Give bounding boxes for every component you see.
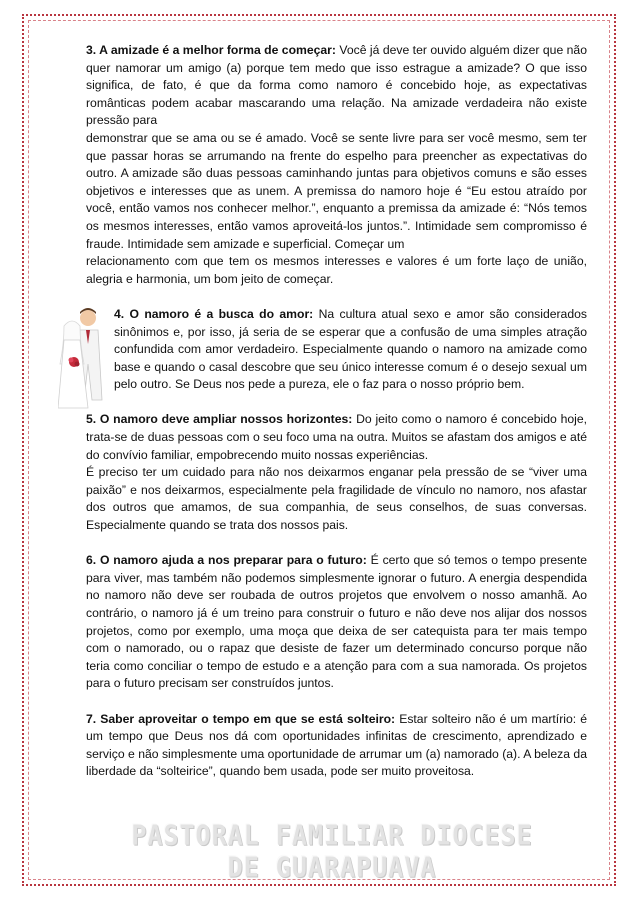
section-4-text-1: Na cultura atual sexo e amor são considerados sinônimos e, por isso, já seria de se esperar que a confusão de uma simples atração confundida com amor verdadeiro. Especialmente quando o namoro na amizade como base e quando o casal descobre que seu único interesse comum é o desejo sexual um pelo outro. Se Deus nos pede a pureza, ele o faz para o nosso próprio bem. [114,306,587,392]
section-3-paragraph-3: relacionamento com que tem os mesmos interesses e valores é um forte laço de união, alegria e harmonia, um bom jeito de começar. [86,254,587,286]
spacer [86,288,587,306]
spacer [86,693,587,711]
section-3-paragraph-1 [86,42,587,130]
section-7-title: 7. Saber aproveitar o tempo em que se está solteiro: [86,711,396,726]
section-5-title: 5. O namoro deve ampliar nossos horizontes: [86,412,353,427]
section-6-paragraph-1 [86,552,587,693]
section-3 [86,42,587,288]
section-3-text-1: Você já deve ter ouvido alguém dizer que não quer namorar um amigo (a) porque tem medo que isso estrague a amizade? O que isso significa, de fato, é que da forma como namoro é concebido hoje, as expectativas românticas podem acabar mascarando uma relação. Na amizade verdadeira não existe pressão para [86,43,587,128]
section-5-text-1: Do jeito como o namoro é concebido hoje, trata-se de duas pessoas com o seu foco uma na outra. Muitos se afastam dos amigos e até do convívio familiar, empobrecendo muito nossas experiências. [86,412,587,462]
section-7 [86,711,587,781]
document-body [86,42,587,781]
section-5 [86,411,587,534]
section-6-text-1: É certo que só temos o tempo presente para viver, mas também não podemos simplesmente ignorar o futuro. A energia despendida no namoro não deve ser roubada de outros projetos que envolvem o nosso amanhã. Ao contrário, o namoro já é um treino para construir o futuro e não deve nos alijar dos nossos projetos, como por exemplo, uma moça que deixa de ser catequista para ter mais tempo com o namorado, ou o rapaz que desiste de fazer um determinado concurso porque não teria como conciliar o tempo de estudo e a atenção para com a sua namorada. Os projetos para o futuro precisam ser construídos juntos. [86,553,587,691]
section-4 [86,306,587,394]
section-5-paragraph-2: É preciso ter um cuidado para não nos deixarmos enganar pela pressão de se “viver uma paixão” e nos deixarmos, especialmente pela fragilidade de vínculo no namoro, nos afastar dos outros que amamos, de sua companhia, de seus conselhos, de suas conversas. Especialmente quando se trata dos nossos pais. [86,465,587,533]
section-4-title: 4. O namoro é a busca do amor: [114,306,314,321]
section-5-paragraph-1 [86,411,587,464]
spacer [86,535,587,553]
section-3-title: 3. A amizade é a melhor forma de começar: [86,43,336,57]
watermark-footer: PASTORAL FAMILIAR DIOCESE DE GUARAPUAVA [131,819,533,883]
section-3-paragraph-2: demonstrar que se ama ou se é amado. Você se sente livre para ser você mesmo, sem ter que passar horas se arrumando na frente do espelho para preencher as expectativas do outro. A amizade são duas pessoas caminhando juntas para objetivos comuns e são esses objetivos e interesses que as unem. A premissa do namoro hoje é “Eu estou atraído por você, então vamos nos conhecer melhor.”, enquanto a premissa da amizade é: “Nós temos os mesmos interesses, então vamos aproveitá-los juntos.”. Intimidade sem compromisso é fraude. Intimidade sem amizade e superficial. Começar um [86,130,587,251]
section-4-paragraph-1 [114,306,587,394]
spacer [86,394,587,412]
section-7-text-1: Estar solteiro não é um martírio: é um tempo que Deus nos dá com oportunidades infinitas de crescimento, aprendizado e serviço e não simplesmente uma oportunidade de arrumar um (a) namorado (a). A beleza da liberdade da “solteirice”, quando bem usada, pode ser muito proveitosa. [86,711,587,779]
section-6-title: 6. O namoro ajuda a nos preparar para o futuro: [86,553,367,568]
section-6 [86,552,587,693]
section-7-paragraph-1 [86,711,587,781]
